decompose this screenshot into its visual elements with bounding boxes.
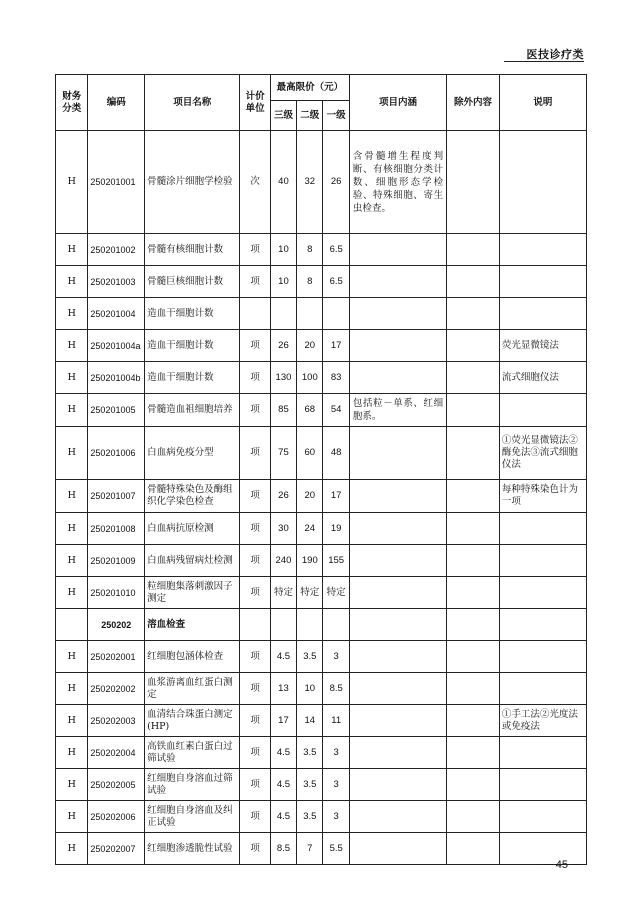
- cell-price-grade3: 75: [270, 427, 296, 480]
- cell-content: [349, 513, 446, 545]
- cell-price-grade3: 17: [270, 705, 296, 737]
- table-row: [56, 737, 587, 769]
- cell-excluded: [447, 577, 500, 609]
- cell-excluded: [447, 427, 500, 480]
- header-rule: [504, 61, 584, 62]
- cell-unit: 项: [240, 737, 270, 769]
- table-row: [56, 673, 587, 705]
- cell-price-grade3: 4.5: [270, 641, 296, 673]
- cell-code: 250202006: [88, 801, 145, 833]
- cell-content: [349, 673, 446, 705]
- cell-notes: ①手工法②光度法或免疫法: [499, 705, 586, 737]
- cell-finance: H: [56, 577, 88, 609]
- cell-price-grade3: 26: [270, 330, 296, 362]
- cell-price-grade2: 20: [297, 480, 323, 513]
- cell-notes: [499, 609, 586, 641]
- cell-finance: H: [56, 545, 88, 577]
- cell-price-grade2: [297, 298, 323, 330]
- cell-price-grade3: 8.5: [270, 833, 296, 865]
- cell-content: [349, 427, 446, 480]
- cell-content: [349, 234, 446, 266]
- table-row: [56, 131, 587, 234]
- cell-price-grade2: [297, 609, 323, 641]
- cell-price-grade2: 7: [297, 833, 323, 865]
- cell-code: 250202002: [88, 673, 145, 705]
- cell-unit: 次: [240, 131, 270, 234]
- cell-content: [349, 705, 446, 737]
- cell-unit: 项: [240, 641, 270, 673]
- cell-price-grade3: 4.5: [270, 801, 296, 833]
- cell-code: 250201008: [88, 513, 145, 545]
- col-header-content: 项目内涵: [349, 75, 446, 131]
- cell-content: [349, 641, 446, 673]
- cell-notes: [499, 513, 586, 545]
- cell-name: 骨髓涂片细胞学检验: [145, 131, 240, 234]
- cell-notes: [499, 234, 586, 266]
- cell-name: 造血干细胞计数: [145, 298, 240, 330]
- cell-price-grade3: 13: [270, 673, 296, 705]
- cell-name: 高铁血红素白蛋白过筛试验: [145, 737, 240, 769]
- cell-finance: H: [56, 266, 88, 298]
- cell-unit: 项: [240, 394, 270, 427]
- col-header-unit: 计价单位: [240, 75, 270, 131]
- cell-content: [349, 545, 446, 577]
- cell-unit: [240, 298, 270, 330]
- cell-code: 250201005: [88, 394, 145, 427]
- cell-unit: 项: [240, 362, 270, 394]
- col-header-notes: 说明: [499, 75, 586, 131]
- cell-notes: 荧光显微镜法: [499, 330, 586, 362]
- cell-finance: H: [56, 298, 88, 330]
- cell-code: 250201003: [88, 266, 145, 298]
- cell-name: 白血病免疫分型: [145, 427, 240, 480]
- col-header-grade2: 二级: [297, 101, 323, 131]
- cell-price-grade3: 130: [270, 362, 296, 394]
- cell-content: [349, 737, 446, 769]
- cell-content: [349, 801, 446, 833]
- col-header-grade1: 一级: [323, 101, 349, 131]
- cell-finance: H: [56, 513, 88, 545]
- cell-code: 250201004: [88, 298, 145, 330]
- cell-notes: [499, 737, 586, 769]
- table-row: [56, 641, 587, 673]
- page-category-label: 医技诊疗类: [526, 48, 584, 61]
- cell-finance: H: [56, 234, 88, 266]
- cell-name: 白血病残留病灶检测: [145, 545, 240, 577]
- table-row: [56, 362, 587, 394]
- cell-price-grade3: 10: [270, 234, 296, 266]
- cell-price-grade3: 特定: [270, 577, 296, 609]
- cell-notes: [499, 769, 586, 801]
- cell-excluded: [447, 362, 500, 394]
- cell-unit: 项: [240, 234, 270, 266]
- cell-content: [349, 362, 446, 394]
- table-row: [56, 266, 587, 298]
- cell-price-grade1: 特定: [323, 577, 349, 609]
- cell-name: 造血干细胞计数: [145, 330, 240, 362]
- col-header-finance: 财务分类: [56, 75, 88, 131]
- col-header-excluded: 除外内容: [447, 75, 500, 131]
- cell-price-grade2: 24: [297, 513, 323, 545]
- cell-name: 血清结合珠蛋白测定(HP): [145, 705, 240, 737]
- cell-excluded: [447, 769, 500, 801]
- col-header-code: 编码: [88, 75, 145, 131]
- cell-content: 包括粒－单系、红细胞系。: [349, 394, 446, 427]
- table-row: [56, 545, 587, 577]
- cell-content: [349, 330, 446, 362]
- col-header-grade3: 三级: [270, 101, 296, 131]
- cell-price-grade3: 85: [270, 394, 296, 427]
- cell-name: 造血干细胞计数: [145, 362, 240, 394]
- cell-content: [349, 266, 446, 298]
- cell-unit: 项: [240, 673, 270, 705]
- cell-unit: 项: [240, 480, 270, 513]
- cell-unit: 项: [240, 266, 270, 298]
- cell-excluded: [447, 266, 500, 298]
- cell-price-grade2: 100: [297, 362, 323, 394]
- cell-code: 250202003: [88, 705, 145, 737]
- cell-excluded: [447, 298, 500, 330]
- cell-price-grade3: [270, 298, 296, 330]
- cell-code: 250202004: [88, 737, 145, 769]
- cell-notes: [499, 394, 586, 427]
- cell-code: 250202007: [88, 833, 145, 865]
- cell-price-grade2: 60: [297, 427, 323, 480]
- cell-name: 红细胞包涵体检查: [145, 641, 240, 673]
- cell-notes: 每种特殊染色计为一项: [499, 480, 586, 513]
- cell-price-grade1: 6.5: [323, 266, 349, 298]
- cell-excluded: [447, 737, 500, 769]
- cell-name: 红细胞自身溶血及纠正试验: [145, 801, 240, 833]
- table-row: [56, 394, 587, 427]
- cell-price-grade2: 68: [297, 394, 323, 427]
- cell-price-grade1: 83: [323, 362, 349, 394]
- cell-price-grade1: 54: [323, 394, 349, 427]
- cell-price-grade2: 190: [297, 545, 323, 577]
- cell-notes: 流式细胞仪法: [499, 362, 586, 394]
- table-row: [56, 427, 587, 480]
- cell-price-grade1: 5.5: [323, 833, 349, 865]
- cell-code: 250202005: [88, 769, 145, 801]
- cell-price-grade2: 特定: [297, 577, 323, 609]
- cell-code: 250201004b: [88, 362, 145, 394]
- table-row: [56, 298, 587, 330]
- cell-notes: [499, 131, 586, 234]
- cell-excluded: [447, 801, 500, 833]
- table-row: [56, 833, 587, 865]
- cell-content: [349, 298, 446, 330]
- cell-unit: 项: [240, 801, 270, 833]
- cell-excluded: [447, 480, 500, 513]
- cell-unit: [240, 609, 270, 641]
- cell-price-grade1: 3: [323, 801, 349, 833]
- cell-price-grade1: [323, 298, 349, 330]
- cell-finance: H: [56, 641, 88, 673]
- cell-notes: [499, 545, 586, 577]
- cell-name: 骨髓造血祖细胞培养: [145, 394, 240, 427]
- cell-name: 粒细胞集落刺激因子测定: [145, 577, 240, 609]
- cell-finance: H: [56, 769, 88, 801]
- cell-finance: H: [56, 330, 88, 362]
- cell-code: 250201006: [88, 427, 145, 480]
- cell-finance: H: [56, 480, 88, 513]
- table-row: [56, 577, 587, 609]
- cell-price-grade3: 26: [270, 480, 296, 513]
- cell-content: [349, 833, 446, 865]
- cell-code: 250201002: [88, 234, 145, 266]
- table-row: [56, 330, 587, 362]
- cell-name: 溶血检查: [145, 609, 240, 641]
- cell-price-grade1: 155: [323, 545, 349, 577]
- cell-unit: 项: [240, 545, 270, 577]
- cell-name: 白血病抗原检测: [145, 513, 240, 545]
- cell-notes: [499, 577, 586, 609]
- cell-price-grade3: 30: [270, 513, 296, 545]
- cell-code: 250202001: [88, 641, 145, 673]
- cell-price-grade2: 8: [297, 234, 323, 266]
- cell-price-grade3: [270, 609, 296, 641]
- cell-price-grade3: 10: [270, 266, 296, 298]
- cell-notes: [499, 641, 586, 673]
- cell-name: 骨髓有核细胞计数: [145, 234, 240, 266]
- cell-price-grade2: 3.5: [297, 801, 323, 833]
- cell-finance: H: [56, 737, 88, 769]
- cell-unit: 项: [240, 769, 270, 801]
- cell-finance: H: [56, 833, 88, 865]
- cell-price-grade3: 240: [270, 545, 296, 577]
- cell-excluded: [447, 609, 500, 641]
- table-row: [56, 705, 587, 737]
- cell-content: [349, 480, 446, 513]
- cell-code: 250201004a: [88, 330, 145, 362]
- cell-name: 红细胞自身溶血过筛试验: [145, 769, 240, 801]
- table-row: [56, 480, 587, 513]
- table-row: [56, 234, 587, 266]
- cell-finance: H: [56, 427, 88, 480]
- cell-excluded: [447, 673, 500, 705]
- table-row: [56, 801, 587, 833]
- cell-excluded: [447, 705, 500, 737]
- cell-price-grade2: 32: [297, 131, 323, 234]
- cell-content: [349, 577, 446, 609]
- cell-price-grade1: [323, 609, 349, 641]
- cell-notes: [499, 801, 586, 833]
- cell-price-grade1: 48: [323, 427, 349, 480]
- cell-unit: 项: [240, 513, 270, 545]
- col-header-price-group: 最高限价（元）: [270, 75, 349, 101]
- cell-name: 骨髓巨核细胞计数: [145, 266, 240, 298]
- cell-price-grade2: 8: [297, 266, 323, 298]
- cell-finance: H: [56, 673, 88, 705]
- section-row: [56, 609, 587, 641]
- cell-price-grade1: 3: [323, 769, 349, 801]
- cell-unit: 项: [240, 705, 270, 737]
- cell-price-grade1: 11: [323, 705, 349, 737]
- cell-price-grade3: 40: [270, 131, 296, 234]
- table-row: [56, 513, 587, 545]
- cell-price-grade1: 17: [323, 330, 349, 362]
- cell-excluded: [447, 330, 500, 362]
- cell-notes: [499, 673, 586, 705]
- cell-price-grade1: 19: [323, 513, 349, 545]
- cell-finance: H: [56, 801, 88, 833]
- table-row: [56, 769, 587, 801]
- cell-price-grade2: 3.5: [297, 641, 323, 673]
- cell-name: 血浆游离血红蛋白测定: [145, 673, 240, 705]
- cell-excluded: [447, 641, 500, 673]
- cell-code: 250201010: [88, 577, 145, 609]
- cell-unit: 项: [240, 427, 270, 480]
- cell-notes: [499, 298, 586, 330]
- cell-finance: H: [56, 705, 88, 737]
- col-header-name: 项目名称: [145, 75, 240, 131]
- cell-excluded: [447, 131, 500, 234]
- cell-content: 含骨髓增生程度判断、有核细胞分类计数、细胞形态学检验、特殊细胞、寄生虫检查。: [349, 131, 446, 234]
- cell-content: [349, 609, 446, 641]
- cell-code: 250201001: [88, 131, 145, 234]
- cell-price-grade2: 3.5: [297, 737, 323, 769]
- cell-excluded: [447, 394, 500, 427]
- cell-code: 250201007: [88, 480, 145, 513]
- cell-price-grade2: 3.5: [297, 769, 323, 801]
- cell-name: 骨髓特殊染色及酶组织化学染色检查: [145, 480, 240, 513]
- cell-price-grade3: 4.5: [270, 769, 296, 801]
- cell-price-grade2: 10: [297, 673, 323, 705]
- cell-name: 红细胞渗透脆性试验: [145, 833, 240, 865]
- cell-price-grade1: 3: [323, 737, 349, 769]
- cell-content: [349, 769, 446, 801]
- cell-unit: 项: [240, 577, 270, 609]
- cell-finance: H: [56, 131, 88, 234]
- page-number: － 45 －: [541, 859, 582, 871]
- cell-notes: [499, 266, 586, 298]
- cell-price-grade3: 4.5: [270, 737, 296, 769]
- cell-price-grade1: 6.5: [323, 234, 349, 266]
- cell-price-grade2: 14: [297, 705, 323, 737]
- cell-notes: ①荧光显微镜法②酶免法③流式细胞仪法: [499, 427, 586, 480]
- cell-excluded: [447, 545, 500, 577]
- cell-price-grade1: 26: [323, 131, 349, 234]
- cell-price-grade1: 17: [323, 480, 349, 513]
- cell-price-grade1: 8.5: [323, 673, 349, 705]
- cell-excluded: [447, 513, 500, 545]
- cell-price-grade1: 3: [323, 641, 349, 673]
- cell-excluded: [447, 833, 500, 865]
- cell-finance: [56, 609, 88, 641]
- cell-excluded: [447, 234, 500, 266]
- cell-finance: H: [56, 362, 88, 394]
- cell-code: 250202: [88, 609, 145, 641]
- cell-unit: 项: [240, 833, 270, 865]
- cell-finance: H: [56, 394, 88, 427]
- cell-unit: 项: [240, 330, 270, 362]
- cell-code: 250201009: [88, 545, 145, 577]
- cell-price-grade2: 20: [297, 330, 323, 362]
- price-table: [55, 74, 587, 865]
